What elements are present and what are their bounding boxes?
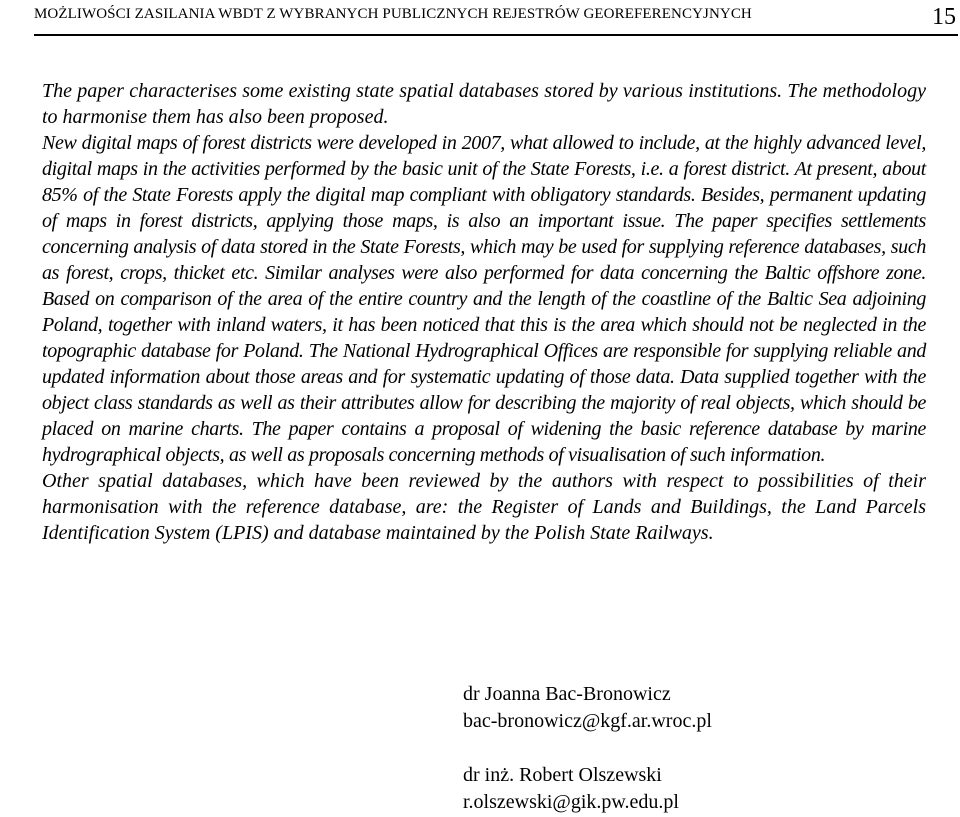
author-email: r.olszewski@gik.pw.edu.pl <box>463 791 679 813</box>
running-header <box>34 4 958 36</box>
author-email: bac-bronowicz@kgf.ar.wroc.pl <box>463 710 712 732</box>
author-2 <box>463 762 712 816</box>
abstract <box>42 78 926 546</box>
author-1 <box>463 681 712 735</box>
running-title: MOŻLIWOŚCI ZASILANIA WBDT Z WYBRANYCH PUBLICZNYCH REJESTRÓW GEOREFERENCYJNYCH <box>34 6 752 22</box>
authors <box>463 681 712 816</box>
abstract-paragraph-3: Other spatial databases, which have been reviewed by the authors with respect to possibilities of their harmonisation with the reference database, are: the Register of Lands and Buildings, the Land Parcels Identification System (LPIS) and database maintained by the Polish State Railways. <box>42 470 926 544</box>
author-name: dr inż. Robert Olszewski <box>463 764 662 786</box>
author-name: dr Joanna Bac-Bronowicz <box>463 683 671 705</box>
abstract-paragraph-2: New digital maps of forest districts were developed in 2007, what allowed to include, at the highly advanced level, digital maps in the activities performed by the basic unit of the State Forests, i.e. a forest district. At present, about 85% of the State Forests apply the digital map compliant with obligatory standards. Besides, permanent updating of maps in forest districts, applying those maps, is also an important issue. The paper specifies settlements concerning analysis of data stored in the State Forests, which may be used for supplying reference databases, such as forest, crops, thicket etc. Similar analyses were also performed for data concerning the Baltic offshore zone. Based on comparison of the area of the entire country and the length of the coastline of the Baltic Sea adjoining Poland, together with inland waters, it has been noticed that this is the area which should not be neglected in the topographic database for Poland. The National Hydrographical Offices are responsible for supplying reliable and updated information about those areas and for systematic updating of those data. Data supplied together with the object class standards as well as their attributes allow for describing the majority of real objects, which should be placed on marine charts. The paper contains a proposal of widening the basic reference database by marine hydrographical objects, as well as proposals concerning methods of visualisation of such information. <box>42 132 926 466</box>
abstract-paragraph-1: The paper characterises some existing state spatial databases stored by various institutions. The methodology to harmonise them has also been proposed. <box>42 80 926 128</box>
page-number: 15 <box>932 4 956 30</box>
